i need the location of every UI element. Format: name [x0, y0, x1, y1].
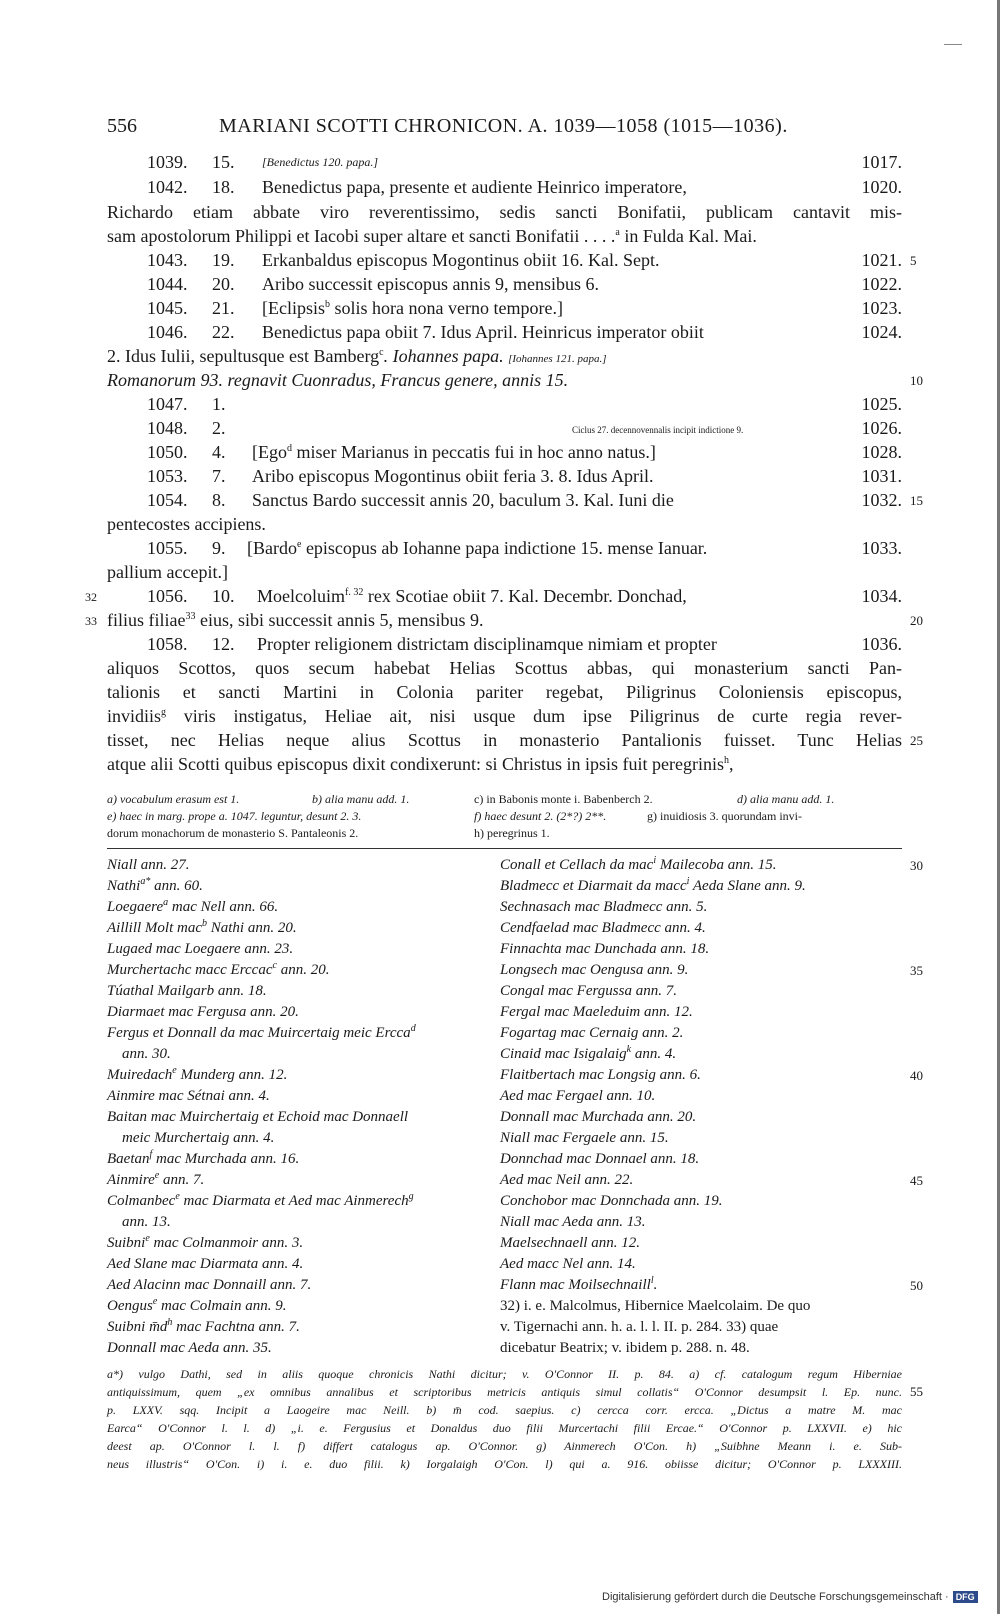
king-entry	[107, 876, 203, 897]
king-entry	[107, 1107, 408, 1128]
king-entry	[107, 1338, 272, 1359]
entry-year: 1047.	[147, 394, 188, 414]
entry-year: 1055.	[147, 538, 188, 558]
entry-row	[107, 536, 902, 560]
king-name: Sechnasach mac Bladmecc ann. 5.	[500, 899, 708, 915]
king-entry	[500, 1170, 633, 1191]
entry-text-part: episcopus ab Iohanne papa indictione 15. mense Ianuar.	[301, 538, 708, 558]
line-number: 5	[910, 253, 917, 268]
prose-text: in Fulda Kal. Mai.	[619, 226, 757, 246]
king-years: Mailecoba ann. 15.	[656, 857, 777, 873]
entry-number: 7.	[212, 466, 226, 486]
king-years: mac Murchada ann. 16.	[152, 1151, 300, 1167]
left-margin-number: 32	[85, 590, 97, 604]
prose-line	[107, 344, 902, 368]
left-margin-number: 33	[85, 614, 97, 628]
king-entry	[107, 897, 278, 918]
king-entry	[107, 1149, 299, 1170]
king-name: Niall mac Fergaele ann. 15.	[500, 1130, 669, 1146]
entry-alt-year: 1036.	[861, 634, 902, 654]
prose-text: viris instigatus, Heliae ait, nisi usque dum ipse Piligrinus de curte regia rever-	[166, 706, 902, 726]
king-name: ann. 13.	[122, 1214, 171, 1230]
entry-alt-year: 1025.	[861, 394, 902, 414]
entry-row	[107, 248, 902, 272]
entry-year: 1039.	[147, 152, 188, 172]
line-number: 25	[910, 733, 923, 748]
king-name: v. Tigernachi ann. h. a. l. l. II. p. 284. 33) quae	[500, 1319, 779, 1335]
king-name: Cinaid mac Isigalaig	[500, 1046, 627, 1062]
entry-text: Benedictus papa obiit 7. Idus April. Heinricus imperator obiit	[262, 322, 704, 342]
king-name: Colmanbec	[107, 1193, 176, 1209]
king-entry	[500, 876, 806, 897]
footnote-marker: e	[145, 1233, 150, 1244]
footnote-line: antiquissimum, quem „ex omnibus annalibus et scriptoribus metricis antiquis simul collatis“ O'Connor desumpsit l. Ep. nunc.	[107, 1385, 902, 1399]
king-entry	[500, 1002, 693, 1023]
line-number: 35	[910, 963, 923, 978]
king-name: meic Murchertaig ann. 4.	[122, 1130, 275, 1146]
credit-text: Digitalisierung gefördert durch die Deutsche Forschungsgemeinschaft ·	[602, 1591, 949, 1603]
footnote-marker: f. 32	[345, 587, 364, 598]
king-entry	[107, 981, 267, 1002]
king-entry	[107, 1086, 270, 1107]
marginal-note: Ciclus 27. decennovennalis incipit indictione 9.	[572, 425, 744, 435]
prose-text: ,	[728, 754, 734, 774]
king-entry	[500, 1128, 669, 1149]
king-years: ann. 4.	[631, 1046, 677, 1062]
king-name: Ainmire	[107, 1172, 155, 1188]
king-years: mac Fachtna ann. 7.	[172, 1319, 300, 1335]
entry-number: 10.	[212, 586, 235, 606]
king-name: dicebatur Beatrix; v. ibidem p. 288. n. 48.	[500, 1340, 750, 1356]
footnote-marker: c	[272, 960, 277, 971]
entry-row	[107, 488, 902, 512]
king-entry	[107, 1002, 299, 1023]
footnote-marker: a*	[140, 876, 151, 887]
prose-text: sam apostolorum Philippi et Iacobi super altare et sancti Bonifatii . . . .	[107, 226, 616, 246]
entry-year: 1053.	[147, 466, 188, 486]
entry-number: 8.	[212, 490, 226, 510]
king-entry	[122, 1044, 171, 1065]
king-years: Aeda Slane ann. 9.	[689, 878, 806, 894]
king-name: Donnall mac Murchada ann. 20.	[500, 1109, 697, 1125]
prose-line: Richardo etiam abbate viro reverentissimo, sedis sancti Bonifatii, publicam cantavit mis-	[107, 202, 902, 222]
king-years: .	[653, 1277, 658, 1293]
entry-text: [Benedictus 120. papa.]	[262, 155, 378, 169]
king-entry	[500, 1233, 640, 1254]
entry-number: 15.	[212, 152, 235, 172]
prose-text: atque alii Scotti quibus episcopus dixit condixerunt: si Christus in ipsis fuit peregrinis	[107, 754, 724, 774]
king-name: Conchobor mac Donnchada ann. 19.	[500, 1193, 723, 1209]
footnote: dorum monachorum de monasterio S. Pantaleonis 2.	[107, 826, 359, 840]
entry-text: Erkanbaldus episcopus Mogontinus obiit 16. Kal. Sept.	[262, 250, 660, 270]
prose-line	[107, 224, 902, 248]
entry-alt-year: 1021.	[861, 250, 902, 270]
page-number: 556	[107, 115, 137, 137]
footnote-marker: e	[172, 1065, 177, 1076]
entry-year: 1042.	[147, 177, 188, 197]
entry-row	[107, 392, 902, 416]
king-name: Aed mac Fergael ann. 10.	[500, 1088, 656, 1104]
king-years: ann. 7.	[159, 1172, 205, 1188]
footnote-marker: c	[379, 347, 384, 358]
entry-text: Aribo successit episcopus annis 9, mensibus 6.	[262, 274, 599, 294]
footnote-marker: 33	[185, 611, 196, 622]
entry-number: 1.	[212, 394, 226, 414]
footnote-marker: l	[650, 1275, 654, 1286]
footnote-line: neus illustris“ O'Con. i) i. e. duo filii. k) Iorgalaigh O'Con. l) qui a. 916. obiisse dicitur; O'Connor p. LXXXIII.	[107, 1457, 902, 1471]
footnote: g) inuidiosis 3. quorundam invi-	[647, 809, 802, 823]
footnote-line: Earca“ O'Connor l. l. d) „i. e. Fergusius et Donaldus duo filii Murcertachi filii Ercae.“ O'Connor p. LXXVII. e) hic	[107, 1421, 902, 1435]
king-entry	[500, 1296, 810, 1317]
king-name: Conall et Cellach da mac	[500, 857, 654, 873]
entry-alt-year: 1023.	[861, 298, 902, 318]
king-years: ann. 20.	[276, 962, 330, 978]
line-number: 10	[910, 373, 923, 388]
footnote-marker: g	[408, 1191, 414, 1202]
king-entry	[500, 1191, 722, 1212]
king-years: ann. 60.	[150, 878, 203, 894]
king-name: Flann mac Moilsechnaill	[500, 1277, 651, 1293]
king-name: Aed Slane mac Diarmata ann. 4.	[107, 1256, 304, 1272]
entry-row	[107, 416, 902, 440]
entry-text	[247, 536, 707, 560]
king-entry	[107, 1233, 303, 1254]
entry-year: 1044.	[147, 274, 188, 294]
king-name: Túathal Mailgarb ann. 18.	[107, 983, 267, 999]
footnote-marker: h	[167, 1317, 173, 1328]
king-name: Suibni	[107, 1235, 146, 1251]
king-entry	[500, 1044, 676, 1065]
entry-row	[107, 632, 902, 656]
prose-line: tisset, nec Helias neque alius Scottus in monasterio Pantalionis fuisset. Tunc Helias	[107, 730, 902, 750]
king-years: mac Nell ann. 66.	[168, 899, 279, 915]
king-years: Munderg ann. 12.	[176, 1067, 288, 1083]
prose-text: 2. Idus Iulii, sepultusque est Bamberg	[107, 346, 380, 366]
king-entry	[500, 1149, 699, 1170]
king-entry	[500, 855, 777, 876]
footnote: c) in Babonis monte i. Babenberch 2.	[474, 792, 653, 806]
king-name: Diarmaet mac Fergusa ann. 20.	[107, 1004, 299, 1020]
entry-row	[107, 464, 902, 488]
entry-alt-year: 1028.	[861, 442, 902, 462]
footnote: e) haec in marg. prope a. 1047. leguntur, desunt 2. 3.	[107, 809, 362, 823]
king-name: Finnachta mac Dunchada ann. 18.	[500, 941, 710, 957]
prose-text: invidiis	[107, 706, 162, 726]
king-name: Murchertachc macc Erccac	[107, 962, 273, 978]
king-entry	[500, 897, 707, 918]
king-name: Maelsechnaell ann. 12.	[500, 1235, 640, 1251]
king-entry	[107, 855, 190, 876]
entry-text	[257, 584, 687, 608]
footnote-marker: b	[325, 299, 330, 310]
entry-number: 19.	[212, 250, 235, 270]
footnote-marker: d	[287, 443, 292, 454]
king-entry	[500, 960, 688, 981]
entry-number: 9.	[212, 538, 226, 558]
king-entry	[107, 1275, 311, 1296]
line-number: 45	[910, 1173, 923, 1188]
king-name: Fogartag mac Cernaig ann. 2.	[500, 1025, 684, 1041]
entry-text	[262, 296, 563, 320]
king-name: ann. 30.	[122, 1046, 171, 1062]
king-entry	[107, 1296, 286, 1317]
footnote-marker: h	[723, 755, 729, 766]
king-entry	[107, 960, 329, 981]
entry-alt-year: 1032.	[861, 490, 902, 510]
entry-number: 21.	[212, 298, 235, 318]
king-entry	[107, 1191, 414, 1212]
footnote-line: a*) vulgo Dathi, sed in aliis quoque chronicis Nathi dicitur; v. O'Connor II. p. 84. a) cf. catalogum regum Hiberniae	[107, 1367, 902, 1381]
line-number: 30	[910, 858, 923, 873]
line-number: 20	[910, 613, 923, 628]
footnote: f) haec desunt 2. (2*?) 2**.	[474, 809, 607, 823]
prose-text: . Iohannes papa.	[383, 346, 504, 366]
footnote-marker: e	[175, 1191, 180, 1202]
king-name: Fergus et Donnall da mac Muircertaig meic Ercca	[107, 1025, 411, 1041]
footnote-marker: e	[154, 1170, 160, 1181]
footnote-marker: k	[626, 1044, 632, 1055]
prose-line: aliquos Scottos, quos secum habebat Helias Scottus abbas, qui monasterium sancti Pan-	[107, 658, 902, 678]
king-name: Lugaed mac Loegaere ann. 23.	[107, 941, 294, 957]
king-entry	[500, 1107, 696, 1128]
entry-row	[107, 272, 902, 296]
footnote-marker: b	[202, 918, 207, 929]
king-entry	[500, 918, 706, 939]
entry-year: 1056.	[147, 586, 188, 606]
king-entry	[107, 1317, 300, 1338]
entry-alt-year: 1017.	[861, 152, 902, 172]
king-name: Oengus	[107, 1298, 153, 1314]
king-years: mac Colmanmoir ann. 3.	[149, 1235, 304, 1251]
king-entry	[500, 1065, 701, 1086]
king-entry	[107, 939, 293, 960]
king-name: Donnchad mac Donnael ann. 18.	[500, 1151, 700, 1167]
king-name: Fergal mac Maeleduim ann. 12.	[500, 1004, 693, 1020]
running-title: MARIANI SCOTTI CHRONICON. A. 1039—1058 (1015—1036).	[219, 115, 788, 137]
footnote-marker: a	[163, 897, 169, 908]
footnote: h) peregrinus 1.	[474, 826, 550, 840]
footnote: a) vocabulum erasum est 1.	[107, 792, 240, 806]
entry-text-part: rex Scotiae obiit 7. Kal. Decembr. Donchad,	[363, 586, 687, 606]
footnote-marker: i	[686, 876, 690, 887]
king-name: Niall ann. 27.	[107, 857, 190, 873]
king-entry	[500, 939, 709, 960]
entry-year: 1045.	[147, 298, 188, 318]
king-entry	[500, 1338, 750, 1359]
king-entry	[122, 1212, 171, 1233]
footnote-marker: d	[410, 1023, 416, 1034]
king-name: Bladmecc et Diarmait da macc	[500, 878, 687, 894]
king-entry	[500, 1275, 657, 1296]
king-name: Aillill Molt mac	[107, 920, 202, 936]
prose-line: pentecostes accipiens.	[107, 514, 266, 534]
king-name: Ainmire mac Sétnai ann. 4.	[107, 1088, 270, 1104]
entry-alt-year: 1033.	[861, 538, 902, 558]
corner-mark	[944, 44, 962, 45]
king-years: mac Diarmata et Aed mac Ainmerech	[179, 1193, 409, 1209]
digitization-credit	[602, 1591, 978, 1603]
line-number: 40	[910, 1068, 923, 1083]
entry-year: 1054.	[147, 490, 188, 510]
footnote-line: deest ap. O'Connor l. l. f) differt catalogus ap. O'Connor. g) Ainmerech O'Con. h) „Suibhne Meann i. e. Sub-	[107, 1439, 902, 1453]
entry-alt-year: 1034.	[861, 586, 902, 606]
footnote-marker: e	[296, 539, 302, 550]
king-name: Niall mac Aeda ann. 13.	[500, 1214, 646, 1230]
footnote-line	[107, 790, 902, 808]
entry-text-part: [Bardo	[247, 538, 297, 558]
king-name: Nathi	[107, 878, 141, 894]
entry-alt-year: 1026.	[861, 418, 902, 438]
footnote-line	[107, 824, 902, 842]
king-entry	[500, 1086, 655, 1107]
prose-line: talionis et sancti Martini in Colonia pariter regebat, Piligrinus Coloniensis episcopus,	[107, 682, 902, 702]
prose-line: pallium accepit.]	[107, 562, 228, 582]
prose-line: Romanorum 93. regnavit Cuonradus, Francus genere, annis 15.	[107, 370, 569, 390]
entry-text-part: miser Marianus in peccatis fui in hoc anno natus.]	[292, 442, 656, 462]
prose-note: [Iohannes 121. papa.]	[508, 353, 607, 365]
entry-row	[107, 296, 902, 320]
entry-text: Propter religionem districtam disciplinamque nimiam et propter	[257, 634, 717, 654]
king-entry	[500, 1317, 778, 1338]
line-number: 50	[910, 1278, 923, 1293]
line-number: 15	[910, 493, 923, 508]
king-name: Flaitbertach mac Longsig ann. 6.	[500, 1067, 701, 1083]
entry-text: Benedictus papa, presente et audiente Heinrico imperatore,	[262, 177, 687, 197]
footnote-line: p. LXXV. sqq. Incipit a Laogeire mac Neill. b) m̄ cod. saepius. c) cercca corr. ercca. „Dictus a matre M. mac	[107, 1403, 902, 1417]
entry-row	[107, 320, 902, 344]
footnote-marker: g	[161, 707, 167, 718]
separator-rule	[107, 848, 902, 849]
entry-row	[107, 175, 902, 199]
entry-year: 1048.	[147, 418, 188, 438]
entry-text-part: [Eclipsis	[262, 298, 325, 318]
prose-text: filius filiae	[107, 610, 186, 630]
king-years: mac Colmain ann. 9.	[157, 1298, 287, 1314]
king-name: Cendfaelad mac Bladmecc ann. 4.	[500, 920, 706, 936]
king-entry	[107, 1023, 416, 1044]
king-entry	[500, 1023, 683, 1044]
entry-alt-year: 1020.	[861, 177, 902, 197]
footnote-line	[107, 807, 902, 825]
king-name: Donnall mac Aeda ann. 35.	[107, 1340, 272, 1356]
king-entry	[122, 1128, 274, 1149]
entry-number: 12.	[212, 634, 235, 654]
king-entry	[107, 1254, 303, 1275]
entry-alt-year: 1024.	[861, 322, 902, 342]
entry-number: 22.	[212, 322, 235, 342]
footnote-marker: f	[149, 1149, 153, 1160]
king-entry	[107, 1065, 287, 1086]
entry-text-part: [Ego	[252, 442, 287, 462]
footnote: b) alia manu add. 1.	[312, 792, 410, 806]
footnote-marker: i	[653, 855, 657, 866]
entry-text	[252, 440, 656, 464]
prose-line	[107, 608, 902, 632]
prose-text: eius, sibi successit annis 5, mensibus 9.	[195, 610, 484, 630]
entry-number: 18.	[212, 177, 235, 197]
king-entry	[500, 981, 677, 1002]
entry-year: 1058.	[147, 634, 188, 654]
king-name: Loegaere	[107, 899, 164, 915]
footnote-marker: e	[152, 1296, 158, 1307]
line-number: 55	[910, 1384, 923, 1399]
entry-year: 1046.	[147, 322, 188, 342]
entry-alt-year: 1031.	[861, 466, 902, 486]
entry-text: Sanctus Bardo successit annis 20, baculum 3. Kal. Iuni die	[252, 490, 674, 510]
entry-row	[107, 584, 902, 608]
king-list-right	[500, 855, 890, 1359]
king-name: 32) i. e. Malcolmus, Hibernice Maelcolaim. De quo	[500, 1298, 811, 1314]
king-name: Suibni m̄d	[107, 1319, 168, 1335]
king-list-left	[107, 855, 497, 1359]
entry-text-part: solis hora nona verno tempore.]	[330, 298, 563, 318]
footnote-marker: a	[615, 227, 620, 238]
entry-row	[107, 150, 902, 174]
entry-text: Aribo episcopus Mogontinus obiit feria 3. 8. Idus April.	[252, 466, 654, 486]
king-name: Aed mac Neil ann. 22.	[500, 1172, 634, 1188]
king-name: Congal mac Fergussa ann. 7.	[500, 983, 677, 999]
footnote: d) alia manu add. 1.	[737, 792, 835, 806]
prose-line	[107, 704, 902, 728]
king-name: Muiredach	[107, 1067, 173, 1083]
entry-alt-year: 1022.	[861, 274, 902, 294]
king-name: Aed Alacinn mac Donnaill ann. 7.	[107, 1277, 312, 1293]
king-name: Baitan mac Muirchertaig et Echoid mac Donnaell	[107, 1109, 409, 1125]
king-name: Baetan	[107, 1151, 150, 1167]
king-entry	[500, 1212, 646, 1233]
entry-number: 4.	[212, 442, 226, 462]
entry-text-part: Moelcoluim	[257, 586, 345, 606]
king-years: Nathi ann. 20.	[207, 920, 297, 936]
king-name: Longsech mac Oengusa ann. 9.	[500, 962, 689, 978]
entry-number: 20.	[212, 274, 235, 294]
entry-year: 1050.	[147, 442, 188, 462]
entry-number: 2.	[212, 418, 226, 438]
entry-row	[107, 440, 902, 464]
prose-line	[107, 752, 902, 776]
king-entry	[500, 1254, 636, 1275]
king-name: Aed macc Nel ann. 14.	[500, 1256, 636, 1272]
king-entry	[107, 1170, 204, 1191]
entry-year: 1043.	[147, 250, 188, 270]
page-header	[107, 115, 902, 145]
dfg-logo: DFG	[953, 1591, 978, 1603]
king-entry	[107, 918, 297, 939]
